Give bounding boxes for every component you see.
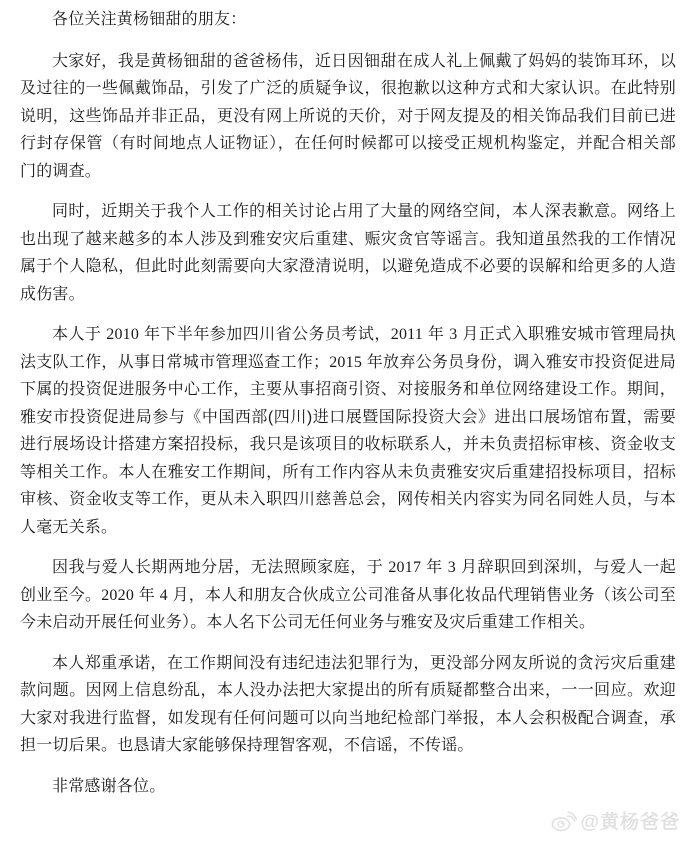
paragraph-apology-earrings: 大家好，我是黄杨钿甜的爸爸杨伟，近日因钿甜在成人礼上佩戴了妈妈的装饰耳环，以及过往的一些佩戴饰品，引发了广泛的质疑争议，很抱歉以这种方式和大家认识。在此特别说明，这些饰品并非正品，更没有网上所说的天价，对于网友提及的相关饰品我们目前已进行封存保管（有时间地点人证物证），在任何时候都可以接受正规机构鉴定，并配合相关部门的调查。 (20, 52, 676, 180)
watermark-handle: @黄杨爸爸 (580, 812, 680, 833)
paragraph-pledge: 本人郑重承诺，在工作期间没有违纪违法犯罪行为，更没部分网友所说的贪污灾后重建款问题。因网上信息纷乱，本人没办法把大家提出的所有质疑都整合出来，一一回应。欢迎大家对我进行监督，如发现有任何问题可以向当地纪检部门举报，本人会积极配合调查，承担一切后果。也恳请大家能够保持理智客观，不信谣，不传谣。 (20, 654, 676, 754)
weibo-logo-icon (551, 810, 577, 832)
paragraph-resignation-company: 因我与爱人长期两地分居，无法照顾家庭，于 2017 年 3 月辞职回到深圳，与爱人一起创业至今。2020 年 4 月，本人和朋友合伙成立公司准备从事化妆品代理销售业务（该公司至今未启动开展任何业务）。本人名下公司无任何业务与雅安及灾后重建工作相关。 (20, 559, 676, 631)
salutation: 各位关注黄杨钿甜的朋友： (52, 11, 247, 28)
watermark (551, 807, 680, 834)
paragraph-rumors-clarification: 同时，近期关于我个人工作的相关讨论占用了大量的网络空间，本人深表歉意。网络上也出现了越来越多的本人涉及到雅安灾后重建、赈灾贪官等谣言。我知道虽然我的工作情况属于个人隐私，但此时此刻需要向大家澄清说明，以避免造成不必要的误解和给更多的人造成伤害。 (20, 203, 676, 303)
paragraph-work-history: 本人于 2010 年下半年参加四川省公务员考试，2011 年 3 月正式入职雅安城市管理局执法支队工作，从事日常城市管理巡查工作；2015 年放弃公务员身份，调入雅安市投资促进局下属的投资促进服务中心工作，主要从事招商引资、对接服务和单位网络建设工作。期间，雅安市投资促进局参与《中国西部(四川)进口展暨国际投资大会》进出口展场馆布置，需要进行展场设计搭建方案招投标，我只是该项目的收标联系人，并未负责招标审核、资金收支等相关工作。本人在雅安工作期间，所有工作内容从未负责雅安灾后重建招投标项目，招标审核、资金收支等工作，更从未入职四川慈善总会，网传相关内容实为同名同姓人员，与本人毫无关系。 (20, 326, 676, 536)
closing-thanks: 非常感谢各位。 (52, 777, 166, 795)
